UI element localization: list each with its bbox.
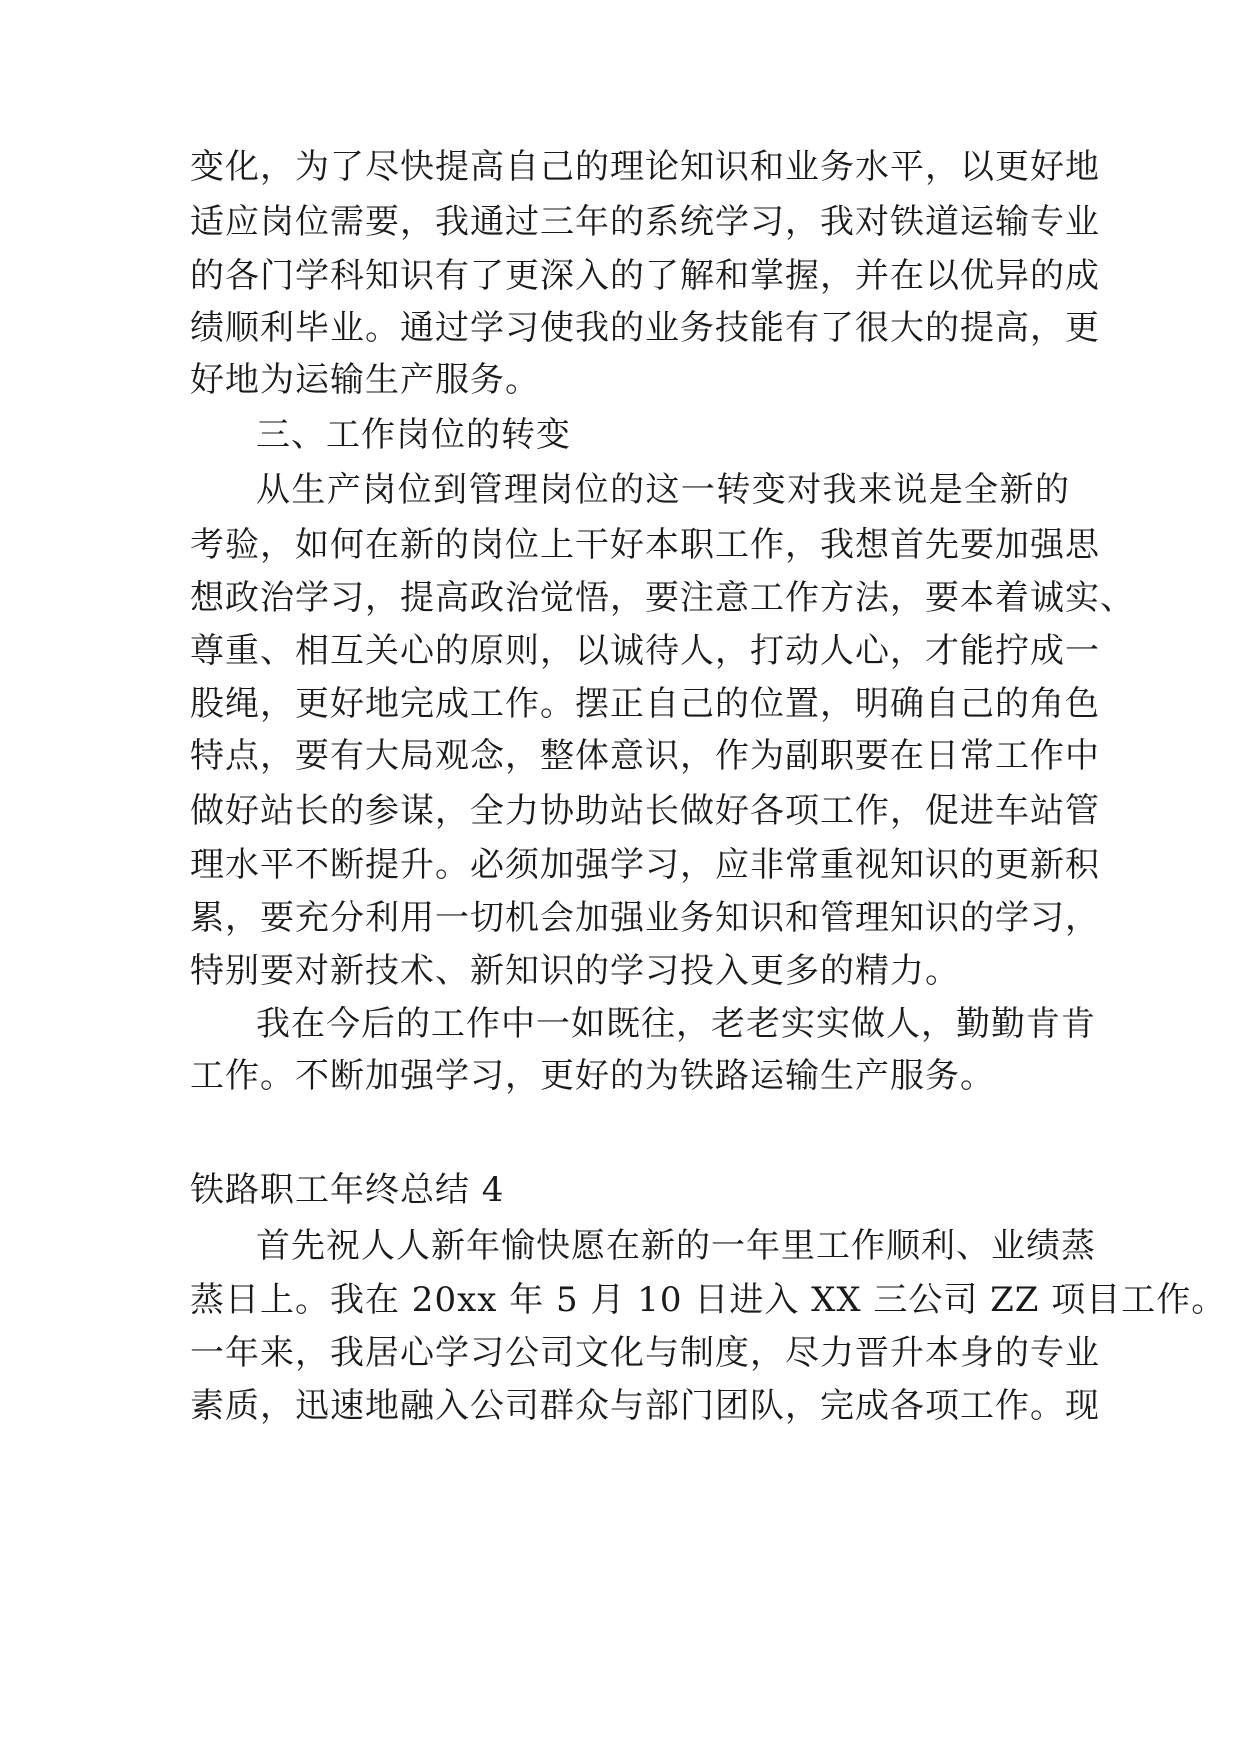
section-four-p1-line-3: 一年来，我居心学习公司文化与制度，尽力晋升本身的专业 <box>190 1333 1100 1373</box>
section-three-p2-line-2: 工作。不断加强学习，更好的为铁路运输生产服务。 <box>190 1056 995 1096</box>
section-three-p1-line-3: 想政治学习，提高政治觉悟，要注意工作方法，要本着诚实、 <box>190 578 1135 618</box>
section-three-p1-line-1: 从生产岗位到管理岗位的这一转变对我来说是全新的 <box>256 470 1070 510</box>
section-four-p1-line-4: 素质，迅速地融入公司群众与部门团队，完成各项工作。现 <box>190 1386 1100 1426</box>
section-four-p1-line-1: 首先祝人人新年愉快愿在新的一年里工作顺利、业绩蒸 <box>256 1226 1096 1266</box>
section-three-p1-line-10: 特别要对新技术、新知识的学习投入更多的精力。 <box>190 951 960 991</box>
section-four-p1-line-2: 蒸日上。我在 20xx 年 5 月 10 日进入 XX 三公司 ZZ 项目工作。 <box>190 1280 1227 1320</box>
section-three-heading: 三、工作岗位的转变 <box>256 415 571 455</box>
section-three-p2-line-1: 我在今后的工作中一如既往，老老实实做人，勤勤肯肯 <box>256 1004 1096 1044</box>
intro-line-4: 绩顺利毕业。通过学习使我的业务技能有了很大的提高，更 <box>190 308 1100 348</box>
section-three-p1-line-9: 累，要充分利用一切机会加强业务知识和管理知识的学习， <box>190 898 1100 938</box>
intro-line-5: 好地为运输生产服务。 <box>190 360 540 400</box>
intro-line-3: 的各门学科知识有了更深入的了解和掌握，并在以优异的成 <box>190 256 1100 296</box>
intro-line-2: 适应岗位需要，我通过三年的系统学习，我对铁道运输专业 <box>190 202 1100 242</box>
section-three-p1-line-7: 做好站长的参谋，全力协助站长做好各项工作，促进车站管 <box>190 791 1100 831</box>
intro-line-1: 变化，为了尽快提高自己的理论知识和业务水平，以更好地 <box>190 147 1100 187</box>
section-three-p1-line-6: 特点，要有大局观念，整体意识，作为副职要在日常工作中 <box>190 736 1100 776</box>
section-three-p1-line-5: 股绳，更好地完成工作。摆正自己的位置，明确自己的角色 <box>190 684 1100 724</box>
section-four-title: 铁路职工年终总结 4 <box>190 1170 505 1210</box>
section-three-p1-line-4: 尊重、相互关心的原则，以诚待人，打动人心，才能拧成一 <box>190 631 1100 671</box>
section-three-p1-line-8: 理水平不断提升。必须加强学习，应非常重视知识的更新积 <box>190 845 1100 885</box>
section-three-p1-line-2: 考验，如何在新的岗位上干好本职工作，我想首先要加强思 <box>190 525 1100 565</box>
